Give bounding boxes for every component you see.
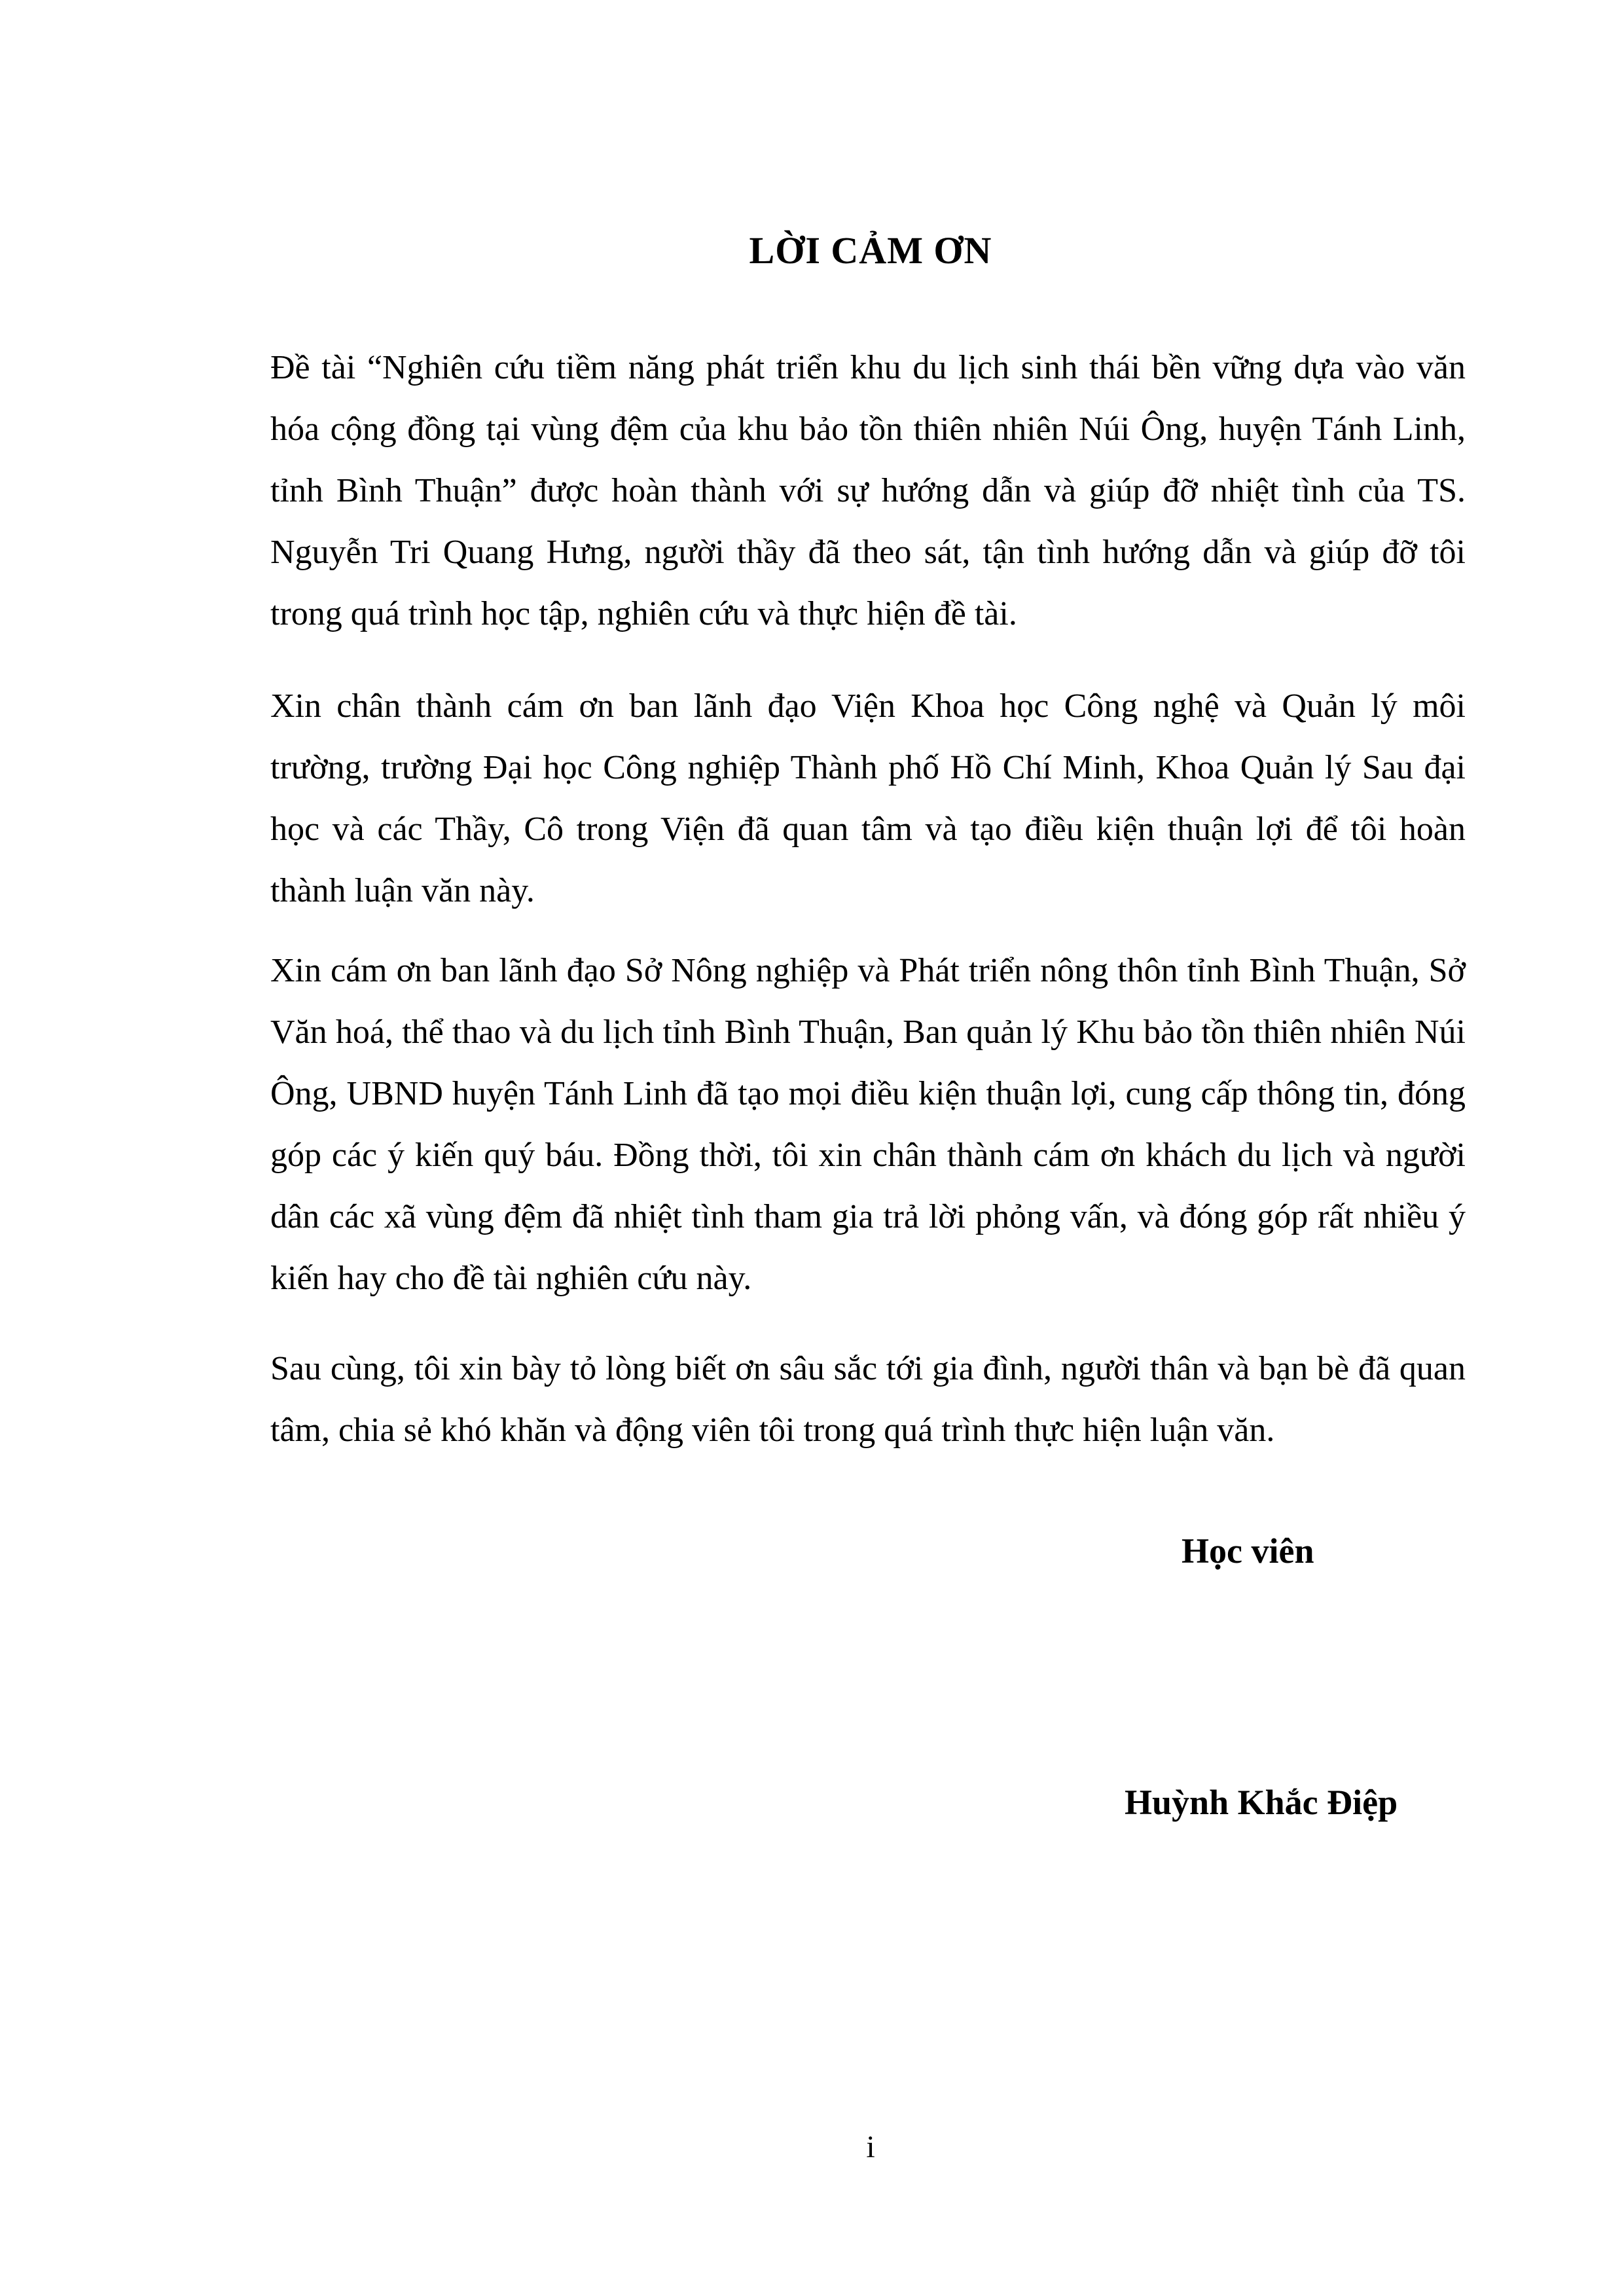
acknowledgement-body	[270, 0, 1466, 2296]
paragraph-3: Xin cám ơn ban lãnh đạo Sở Nông nghiệp và Phát triển nông thôn tỉnh Bình Thuận, Sở Văn hoá, thể thao và du lịch tỉnh Bình Thuận, Ban quản lý Khu bảo tồn thiên nhiên Núi Ông, UBND huyện Tánh Linh đã tạo mọi điều kiện thuận lợi, cung cấp thông tin, đóng góp các ý kiến quý báu. Đồng thời, tôi xin chân thành cám ơn khách du lịch và người dân các xã vùng đệm đã nhiệt tình tham gia trả lời phỏng vấn, và đóng góp rất nhiều ý kiến hay cho đề tài nghiên cứu này.	[270, 952, 1466, 1297]
signer-name: Huỳnh Khắc Điệp	[1125, 1783, 1398, 1822]
page-title: LỜI CẢM ƠN	[749, 229, 992, 272]
page-number: i	[866, 2130, 875, 2164]
paragraph-4: Sau cùng, tôi xin bày tỏ lòng biết ơn sâu sắc tới gia đình, người thân và bạn bè đã quan tâm, chia sẻ khó khăn và động viên tôi trong quá trình thực hiện luận văn.	[270, 1350, 1466, 1449]
paragraph-2: Xin chân thành cám ơn ban lãnh đạo Viện Khoa học Công nghệ và Quản lý môi trường, trường Đại học Công nghiệp Thành phố Hồ Chí Minh, Khoa Quản lý Sau đại học và các Thầy, Cô trong Viện đã quan tâm và tạo điều kiện thuận lợi để tôi hoàn thành luận văn này.	[270, 687, 1466, 909]
signer-role: Học viên	[1182, 1531, 1314, 1571]
paragraph-1: Đề tài “Nghiên cứu tiềm năng phát triển khu du lịch sinh thái bền vững dựa vào văn hóa cộng đồng tại vùng đệm của khu bảo tồn thiên nhiên Núi Ông, huyện Tánh Linh, tỉnh Bình Thuận” được hoàn thành với sự hướng dẫn và giúp đỡ nhiệt tình của TS. Nguyễn Tri Quang Hưng, người thầy đã theo sát, tận tình hướng dẫn và giúp đỡ tôi trong quá trình học tập, nghiên cứu và thực hiện đề tài.	[270, 349, 1466, 632]
